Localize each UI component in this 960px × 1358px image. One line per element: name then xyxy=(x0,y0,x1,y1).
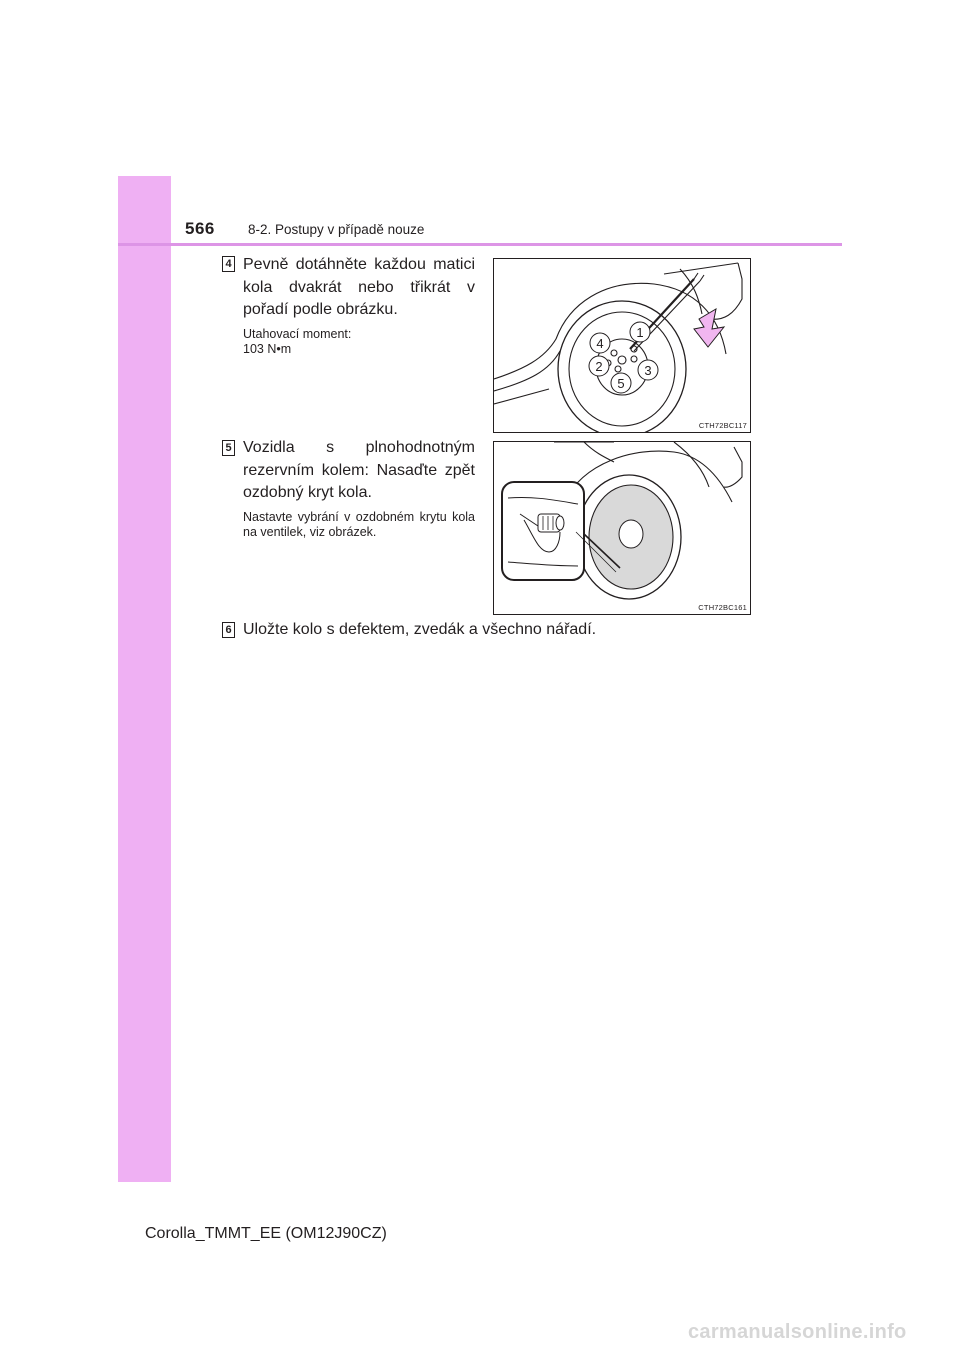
page-number: 566 xyxy=(185,219,215,238)
torque-label: Utahovací moment: xyxy=(243,327,352,341)
step-6-text: Uložte kolo s defektem, zvedák a všechno nářadí. xyxy=(243,621,597,638)
callout-3 xyxy=(638,360,658,380)
step-5-note: Nastavte vybrání v ozdobném krytu kola na ventilek, viz obrázek. xyxy=(243,510,475,539)
figure-code: CTH72BC117 xyxy=(698,421,747,430)
wheel-nut-order-illustration xyxy=(493,258,751,433)
svg-text:4: 4 xyxy=(596,336,604,351)
callout-2 xyxy=(589,356,609,376)
callout-4 xyxy=(590,333,610,353)
callout-1 xyxy=(630,322,650,342)
watermark: carmanualsonline.info xyxy=(688,1321,907,1343)
wheel-nut-drawing xyxy=(494,259,750,432)
zoom-inset xyxy=(502,482,584,580)
svg-text:1: 1 xyxy=(636,325,644,340)
step-number-4: 4 xyxy=(222,256,235,272)
svg-text:5: 5 xyxy=(617,376,625,391)
header-rule xyxy=(118,243,842,246)
svg-text:3: 3 xyxy=(644,363,652,378)
manual-id-footer: Corolla_TMMT_EE (OM12J90CZ) xyxy=(145,1225,387,1242)
wheel-cover-drawing xyxy=(494,442,750,614)
callout-5 xyxy=(611,373,631,393)
svg-text:2: 2 xyxy=(595,359,603,374)
step-4-text: Pevně dotáhněte každou matici kola dvakrát nebo třikrát v pořadí podle obrázku. xyxy=(243,256,475,318)
chapter-sidebar xyxy=(118,176,171,1182)
step-4-note xyxy=(243,327,475,357)
step-number-5: 5 xyxy=(222,440,235,456)
step-number-6: 6 xyxy=(222,622,235,638)
wheel-cover-illustration xyxy=(493,441,751,615)
step-5-text: Vozidla s plnohodnotným rezervním kolem: Nasaďte zpět ozdobný kryt kola. xyxy=(243,439,475,501)
torque-value: 103 N•m xyxy=(243,342,292,356)
section-title: 8-2. Postupy v případě nouze xyxy=(248,222,425,237)
figure-code: CTH72BC161 xyxy=(698,603,747,612)
